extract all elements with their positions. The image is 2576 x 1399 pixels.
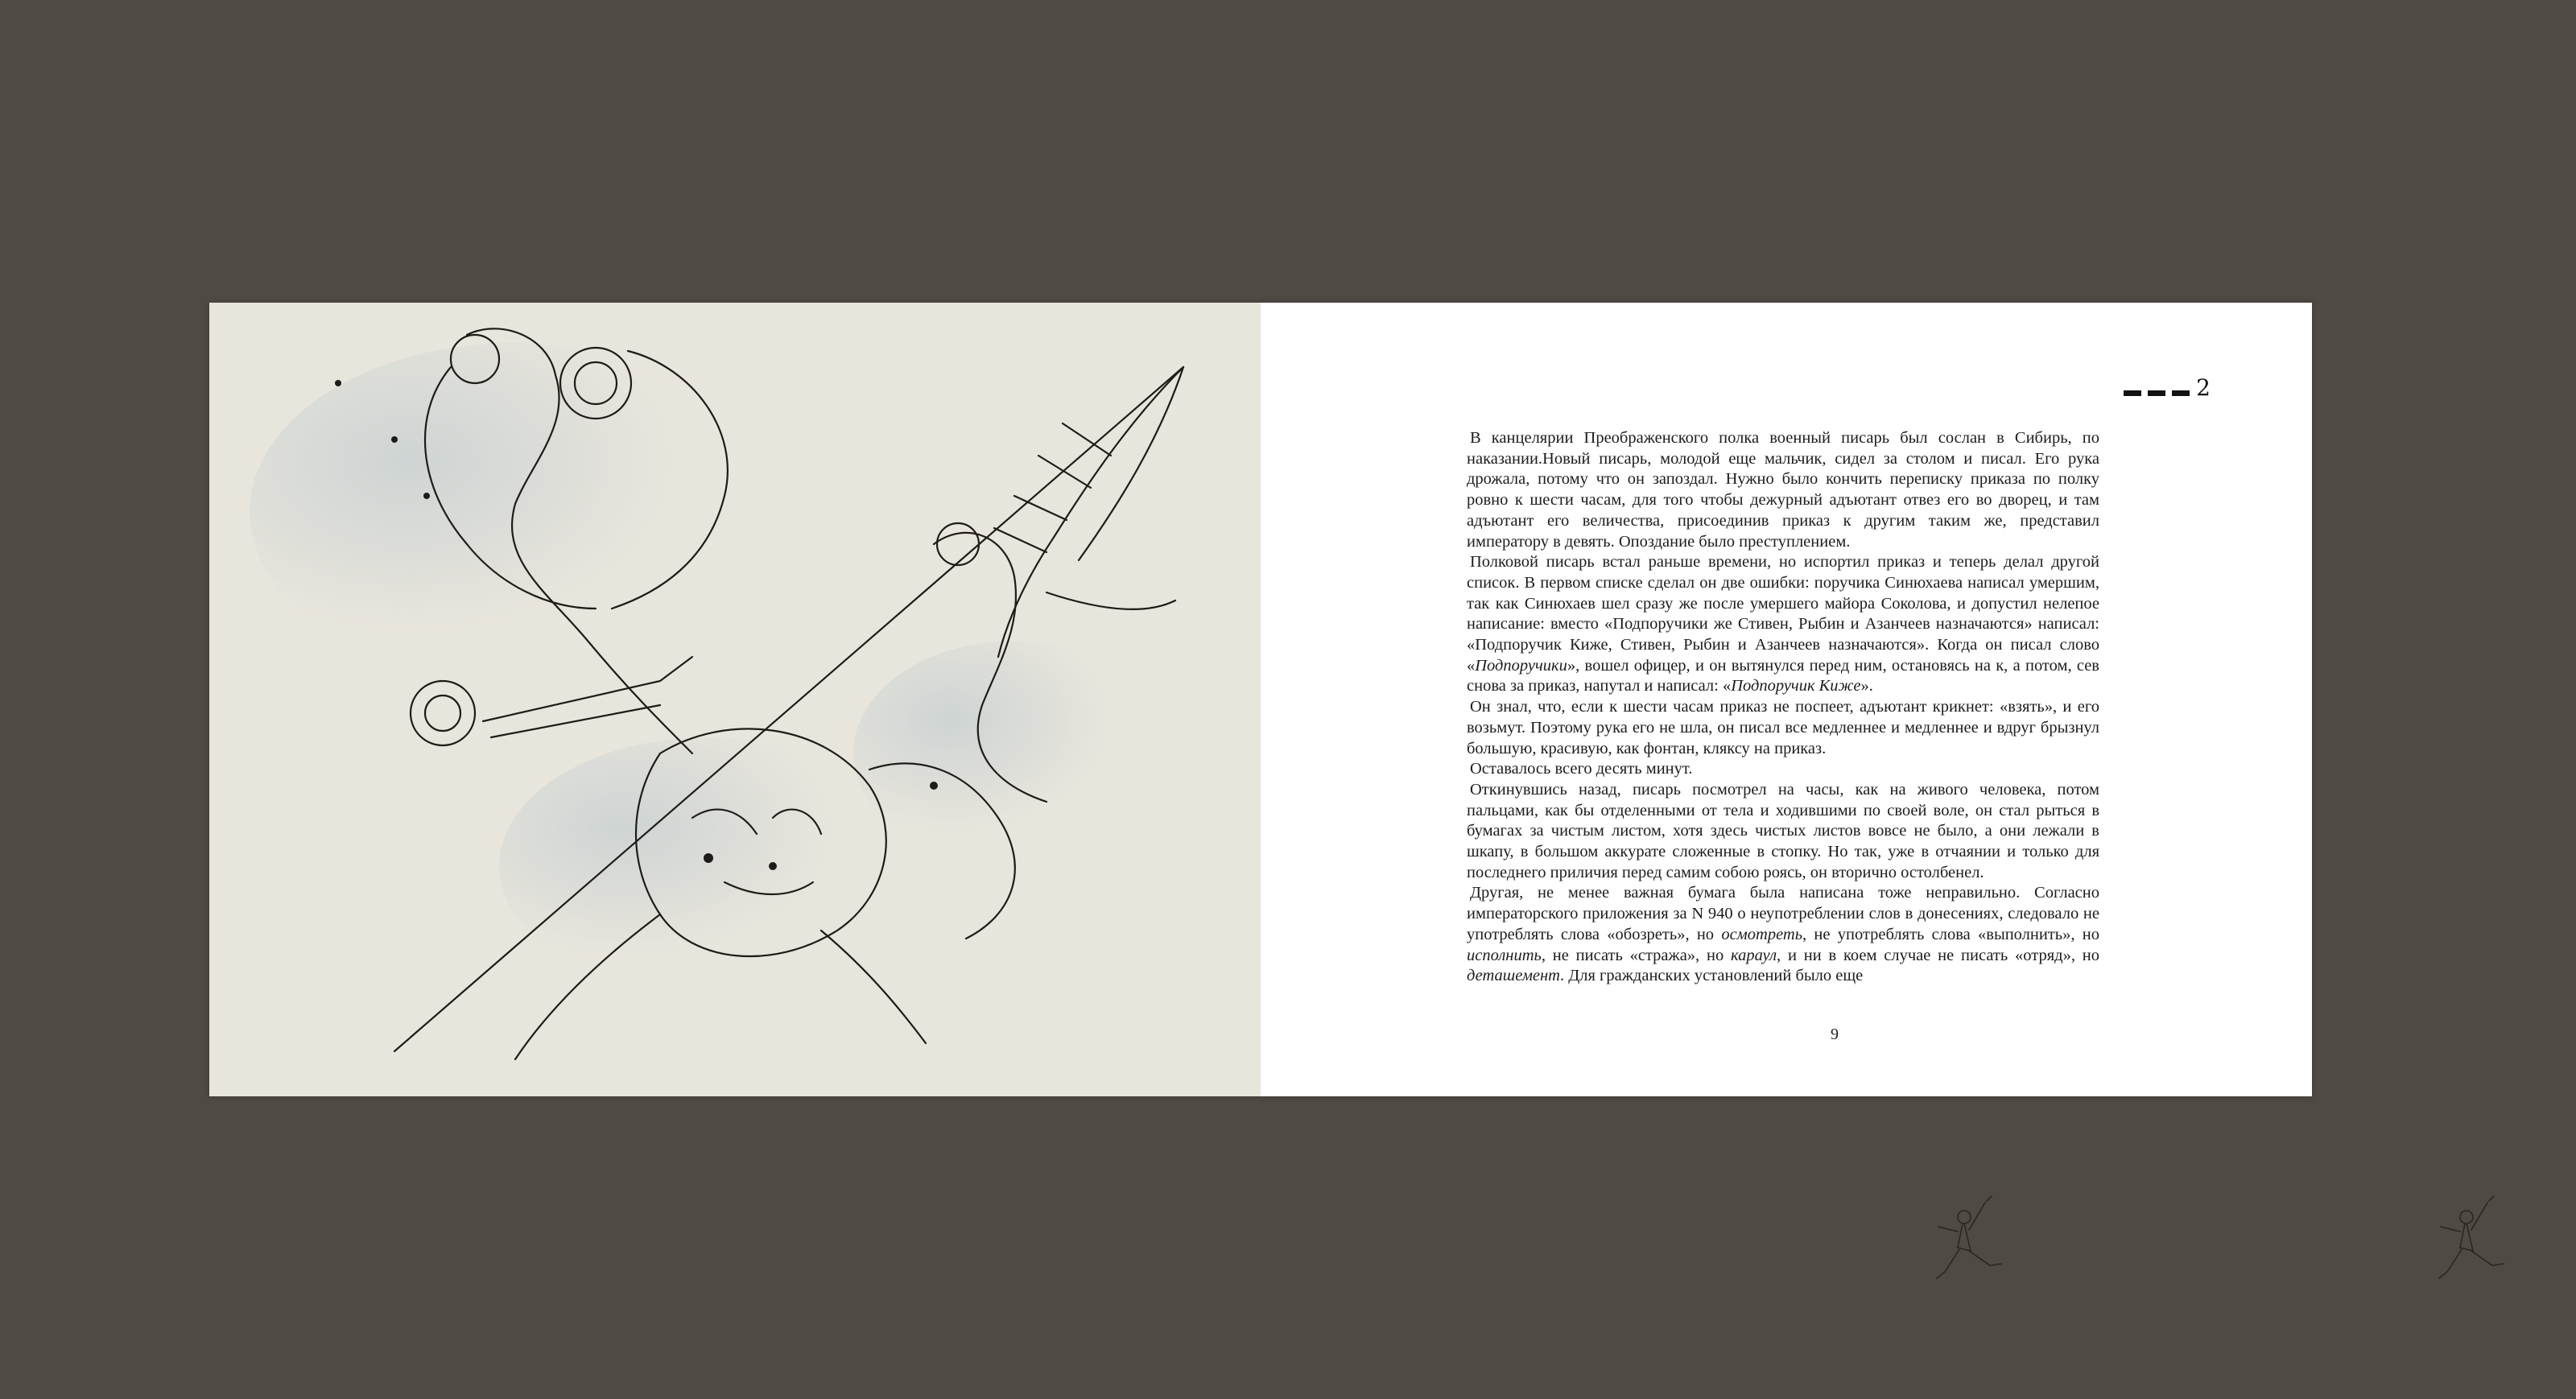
italic-text: Подпоручик Киже: [1731, 677, 1861, 695]
book-spread: [209, 303, 2312, 1096]
text-run: ».: [1860, 677, 1873, 695]
text-run: Откинувшись назад, писарь посмотрел на часы, как на живого человека, потом пальцами, как бы отделенными от тела и ходившими по своей воле, он стал рыться в бумагах за чистым листом, хотя здесь чистых листов вовсе не было, а они лежали в шкапу, в большом аккурате сложенные в стопку. Но так, уже в отчаянии и только для последнего приличия перед самим собою роясь, он вторично остолбенел.: [1467, 780, 2099, 881]
paragraph: [1467, 552, 2099, 697]
text-run: Он знал, что, если к шести часам приказ не поспеет, адъютант крикнет: «взять», и его возьмут. Поэтому рука его не шла, он писал все медленнее и медленнее и вдруг брызнул большую, красивую, как фонтан, кляксу на приказ.: [1467, 698, 2099, 757]
text-run: , не употреблять слова «выполнить», но: [1802, 925, 2100, 943]
text-page: [1261, 303, 2312, 1096]
paragraph: [1467, 883, 2099, 987]
italic-text: Подпоручики: [1475, 656, 1567, 675]
text-run: Оставалось всего десять минут.: [1470, 760, 1693, 778]
paragraph: [1467, 780, 2099, 884]
text-run: Другая, не менее важная бумага была написана тоже неправильно. Согласно императорского приложения за N 940 о неупотреблении слов в донесениях, следовало не употреблять слова «обозреть», но: [1467, 884, 2099, 943]
paragraph: [1467, 697, 2099, 759]
dancing-soldier-icon: [2425, 1195, 2513, 1291]
chapter-number: 2: [2196, 374, 2211, 401]
italic-text: деташемент: [1467, 967, 1560, 985]
paragraph: [1467, 759, 2099, 780]
pen-ink-illustration: [209, 303, 1261, 1096]
italic-text: исполнить: [1467, 946, 1542, 964]
text-run: , не писать «стража», но: [1541, 946, 1731, 964]
paragraph: [1467, 428, 2099, 552]
page-number: 9: [1831, 1026, 1839, 1043]
text-run: . Для гражданских установлений было еще: [1559, 967, 1864, 985]
text-run: В канцелярии Преображенского полка военный писарь был сослан в Сибирь, по наказании.Новый писарь, молодой еще мальчик, сидел за столом и писал. Его рука дрожала, потому что он запоздал. Нужно было кончить переписку приказа по полку ровно к шести часам, для того чтобы дежурный адъютант отвез его во дворец, и там адъютант его величества, присоединив приказ к другим таким же, представил императору в девять. Опоздание было преступлением.: [1467, 429, 2099, 551]
text-run: », вошел офицер, и он вытянулся перед ним, остановясь на к, а потом, сев снова за приказ, напутал и написал: «: [1467, 656, 2099, 695]
body-text: [1467, 428, 2099, 987]
dancing-soldier-icon: [1922, 1195, 2011, 1291]
text-run: , и ни в коем случае не писать «отряд», но: [1777, 946, 2099, 964]
text-run: Полковой писарь встал раньше времени, но испортил приказ и теперь делал другой список. В первом списке сделал он две ошибки: поручика Синюхаева написал умершим, так как Синюхаев шел сразу же после умершего майора Соколова, и допустил нелепое написание: вместо «Подпоручики же Стивен, Рыбин и Азанчеев назначаются» написал: «Подпоручик Киже, Стивен, Рыбин и Азанчеев назначаются». Когда он писал слово «: [1467, 553, 2099, 675]
italic-text: караул: [1731, 946, 1777, 964]
dashes-icon: [2124, 390, 2190, 396]
illustration-page: [209, 303, 1261, 1096]
italic-text: осмотреть: [1721, 925, 1803, 943]
chapter-marker: [2124, 374, 2211, 401]
